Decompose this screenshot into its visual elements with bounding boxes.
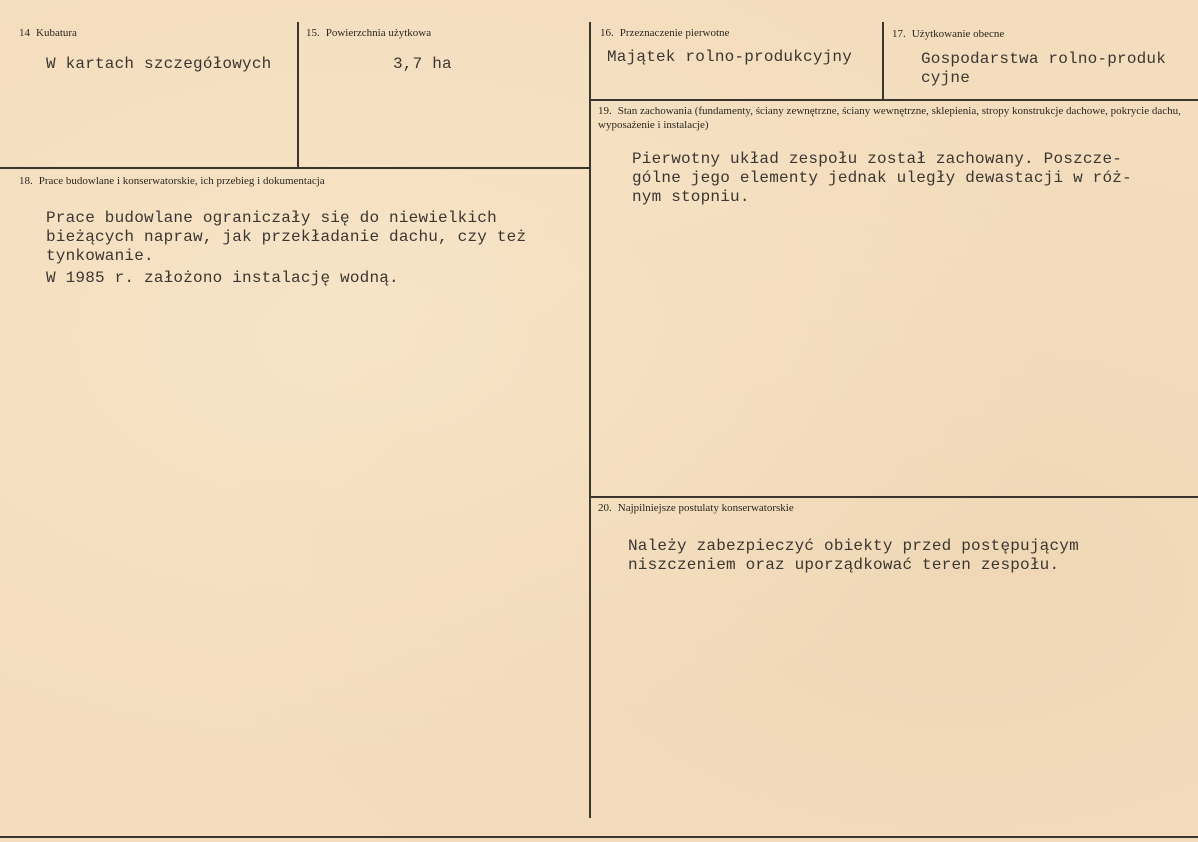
top-left-row-divider — [0, 167, 590, 169]
top-right-row-divider — [590, 99, 1198, 101]
field19-value: Pierwotny układ zespołu został zachowany. Poszcze- gólne jego elementy jednak uległy dewastacji w róż- nym stopniu. — [632, 150, 1132, 206]
field18-paragraph-1: Prace budowlane ograniczały się do niewielkich bieżących napraw, jak przekładanie dachu, czy też tynkowanie. — [46, 209, 527, 265]
center-divider — [589, 22, 591, 818]
field16-number: 16. — [600, 27, 614, 39]
field19-20-divider — [590, 496, 1198, 498]
field20-number: 20. — [598, 502, 612, 514]
field19-number: 19. — [598, 105, 612, 117]
field14-15-divider — [297, 22, 299, 168]
field19-label-text: Stan zachowania (fundamenty, ściany zewnętrzne, ściany wewnętrzne, sklepienia, stropy konstrukcje dachowe, pokrycie dachu, wyposażenie i instalacje) — [598, 105, 1181, 131]
field20-value: Należy zabezpieczyć obiekty przed postępującym niszczeniem oraz uporządkować teren zespołu. — [628, 537, 1079, 574]
field16-17-divider — [882, 22, 884, 100]
field17-value: Gospodarstwa rolno-produk cyjne — [921, 50, 1167, 87]
field14-value: W kartach szczegółowych — [46, 55, 272, 73]
field16-value: Majątek rolno-produkcyjny — [607, 48, 853, 66]
field14-number: 14 — [19, 27, 30, 39]
field16-label-text: Przeznaczenie pierwotne — [619, 27, 730, 39]
field15-value: 3,7 ha — [393, 55, 452, 73]
field17-label — [892, 27, 1004, 41]
field20-label — [598, 501, 794, 515]
field18-paragraph-2: W 1985 r. założono instalację wodną. — [46, 269, 399, 287]
field14-label-text: Kubatura — [36, 27, 77, 39]
field17-label-text: Użytkowanie obecne — [911, 28, 1005, 40]
field15-label — [306, 26, 431, 40]
field14-label — [19, 26, 77, 40]
field15-label-text: Powierzchnia użytkowa — [325, 27, 432, 39]
bottom-border — [0, 836, 1198, 838]
field16-label — [600, 26, 729, 40]
field18-label-text: Prace budowlane i konserwatorskie, ich przebieg i dokumentacja — [38, 175, 325, 187]
field19-label — [598, 104, 1182, 132]
field20-label-text: Najpilniejsze postulaty konserwatorskie — [617, 502, 794, 514]
field18-label — [19, 174, 325, 188]
field18-number: 18. — [19, 175, 33, 187]
field15-number: 15. — [306, 27, 320, 39]
field17-number: 17. — [892, 28, 906, 40]
